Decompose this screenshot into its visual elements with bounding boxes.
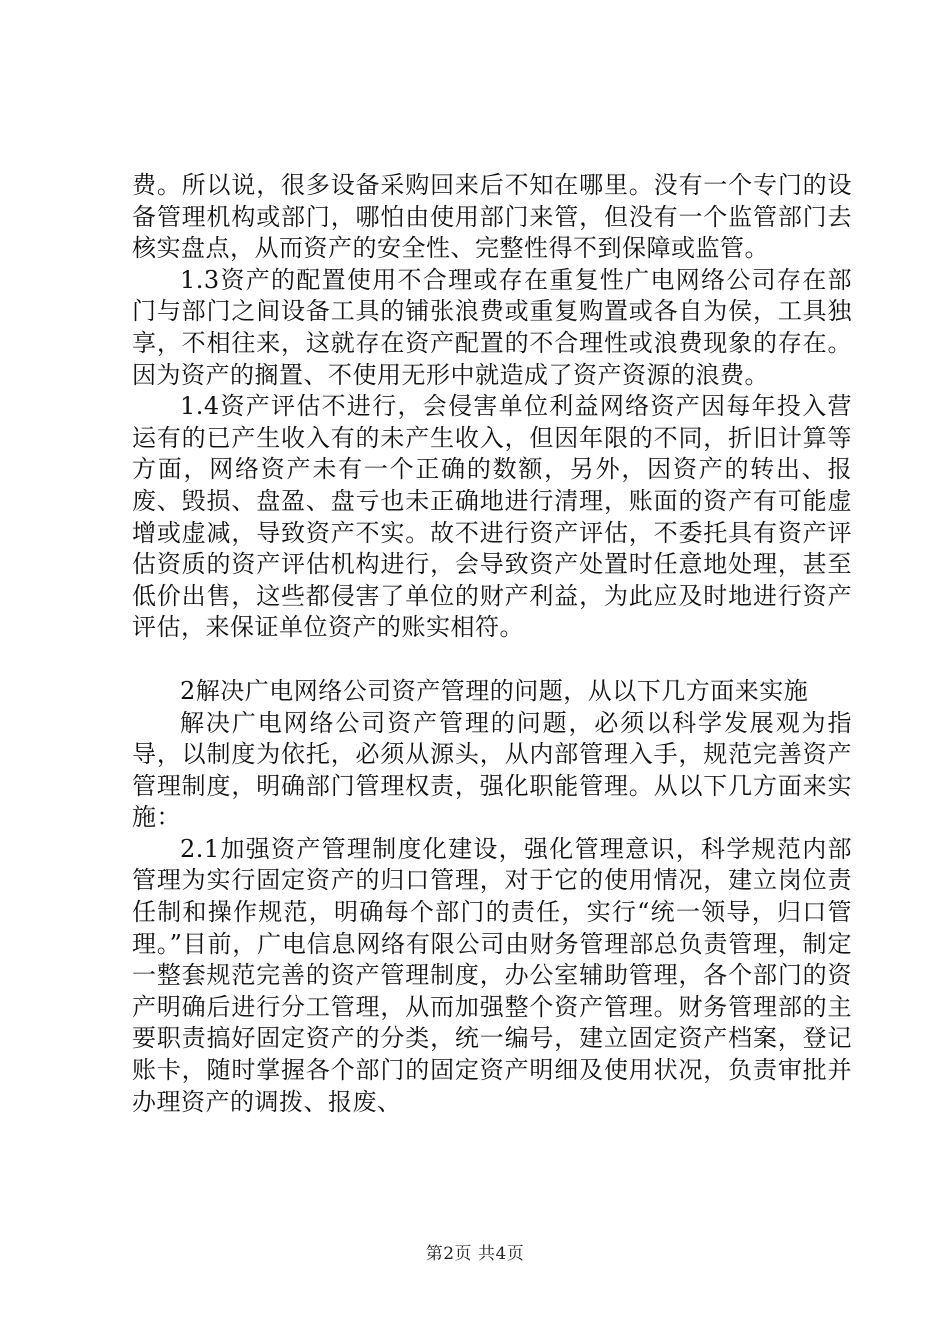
page-footer: 第2页 共4页: [425, 1244, 525, 1264]
paragraph-section-1-3: 1.3资产的配置使用不合理或存在重复性广电网络公司存在部门与部门之间设备工具的铺张浪费或重复购置或各自为侯，工具独享，不相往来，这就存在资产配置的不合理性或浪费现象的存在。因为资产的搁置、不使用无形中就造成了资产资源的浪费。: [132, 265, 852, 389]
paragraph-continuation: 费。所以说，很多设备采购回来后不知在哪里。没有一个专门的设备管理机构或部门，哪怕由使用部门来管，但没有一个监管部门去核实盘点，从而资产的安全性、完整性得不到保障或监管。: [132, 171, 852, 263]
document-body: [132, 170, 852, 1118]
paragraph-section-1-4: 1.4资产评估不进行，会侵害单位利益网络资产因每年投入营运有的已产生收入有的未产生收入，但因年限的不同，折旧计算等方面，网络资产未有一个正确的数额，另外，因资产的转出、报废、毁损、盘盈、盘亏也未正确地进行清理，账面的资产有可能虚增或虚减，导致资产不实。故不进行资产评估，不委托具有资产评估资质的资产评估机构进行，会导致资产处置时任意地处理，甚至低价出售，这些都侵害了单位的财产利益，为此应及时地进行资产评估，来保证单位资产的账实相符。: [132, 392, 852, 642]
section-heading-2: 2解决广电网络公司资产管理的问题，从以下几方面来实施: [180, 676, 809, 705]
paragraph-section-2-1: 2.1加强资产管理制度化建设，强化管理意识，科学规范内部管理为实行固定资产的归口管理，对于它的使用情况，建立岗位责任制和操作规范，明确每个部门的责任，实行“统一领导，归口管理。”目前，广电信息网络有限公司由财务管理部总负责管理，制定一整套规范完善的资产管理制度，办公室辅助管理，各个部门的资产明确后进行分工管理，从而加强整个资产管理。财务管理部的主要职责搞好固定资产的分类，统一编号，建立固定资产档案，登记账卡，随时掌握各个部门的固定资产明细及使用状况，负责审批并办理资产的调拨、报废、: [132, 834, 852, 1116]
section-gap: [132, 644, 852, 676]
paragraph-section-2-intro: 解决广电网络公司资产管理的问题，必须以科学发展观为指导，以制度为依托，必须从源头，从内部管理入手，规范完善资产管理制度，明确部门管理权责，强化职能管理。从以下几方面来实施：: [132, 708, 852, 832]
